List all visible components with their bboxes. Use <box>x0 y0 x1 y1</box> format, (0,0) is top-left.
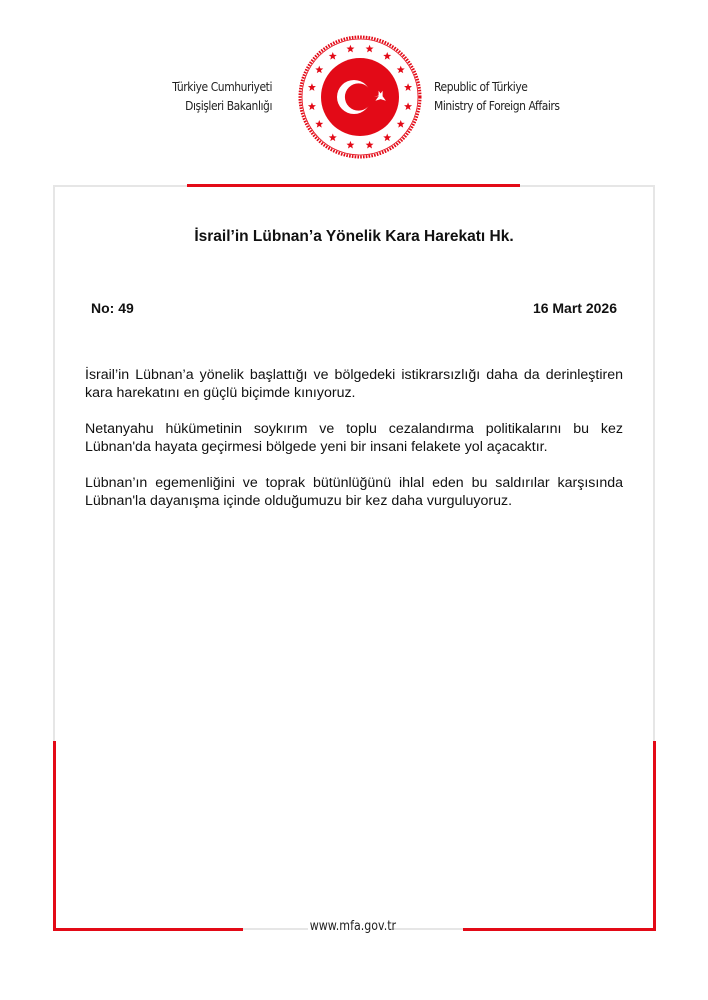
frame-bottom-right-red-horizontal <box>463 928 656 931</box>
statement-body <box>85 366 623 528</box>
header-right-line-2: Ministry of Foreign Affairs <box>434 98 560 113</box>
header-left-line-1: Türkiye Cumhuriyeti <box>172 79 272 94</box>
ministry-name-turkish <box>172 77 272 115</box>
statement-number: No: 49 <box>91 300 134 316</box>
paragraph: Lübnan’ın egemenliğini ve toprak bütünlüğünü ihlal eden bu saldırılar karşısında Lübnan'la dayanışma içinde olduğumuzu bir kez daha vurguluyoruz. <box>85 475 623 509</box>
ministry-name-english <box>434 77 560 115</box>
statement-date: 16 Mart 2026 <box>532 300 617 316</box>
header-left-line-2: Dışişleri Bakanlığı <box>185 98 272 113</box>
frame-bottom-left-red-vertical <box>53 741 56 931</box>
paragraph: Netanyahu hükümetinin soykırım ve toplu cezalandırma politikalarını bu kez Lübnan'da hayata geçirmesi bölgede yeni bir insani felakete yol açacaktır. <box>85 421 623 455</box>
frame-bottom-left-red-horizontal <box>53 928 243 931</box>
header-right-line-1: Republic of Türkiye <box>434 79 528 94</box>
frame-top-red-accent <box>187 184 520 187</box>
frame-left-border <box>53 185 55 741</box>
frame-bottom-right-red-vertical <box>653 741 656 931</box>
ministry-emblem-icon <box>296 33 424 161</box>
frame-right-border <box>653 185 655 741</box>
paragraph: İsrail’in Lübnan’a yönelik başlattığı ve bölgedeki istikrarsızlığı daha da derinleştiren kara harekatını en güçlü biçimde kınıyoruz. <box>85 367 623 401</box>
document-title: İsrail’in Lübnan’a Yönelik Kara Harekatı Hk. <box>194 228 514 245</box>
website-link[interactable]: www.mfa.gov.tr <box>309 919 397 934</box>
